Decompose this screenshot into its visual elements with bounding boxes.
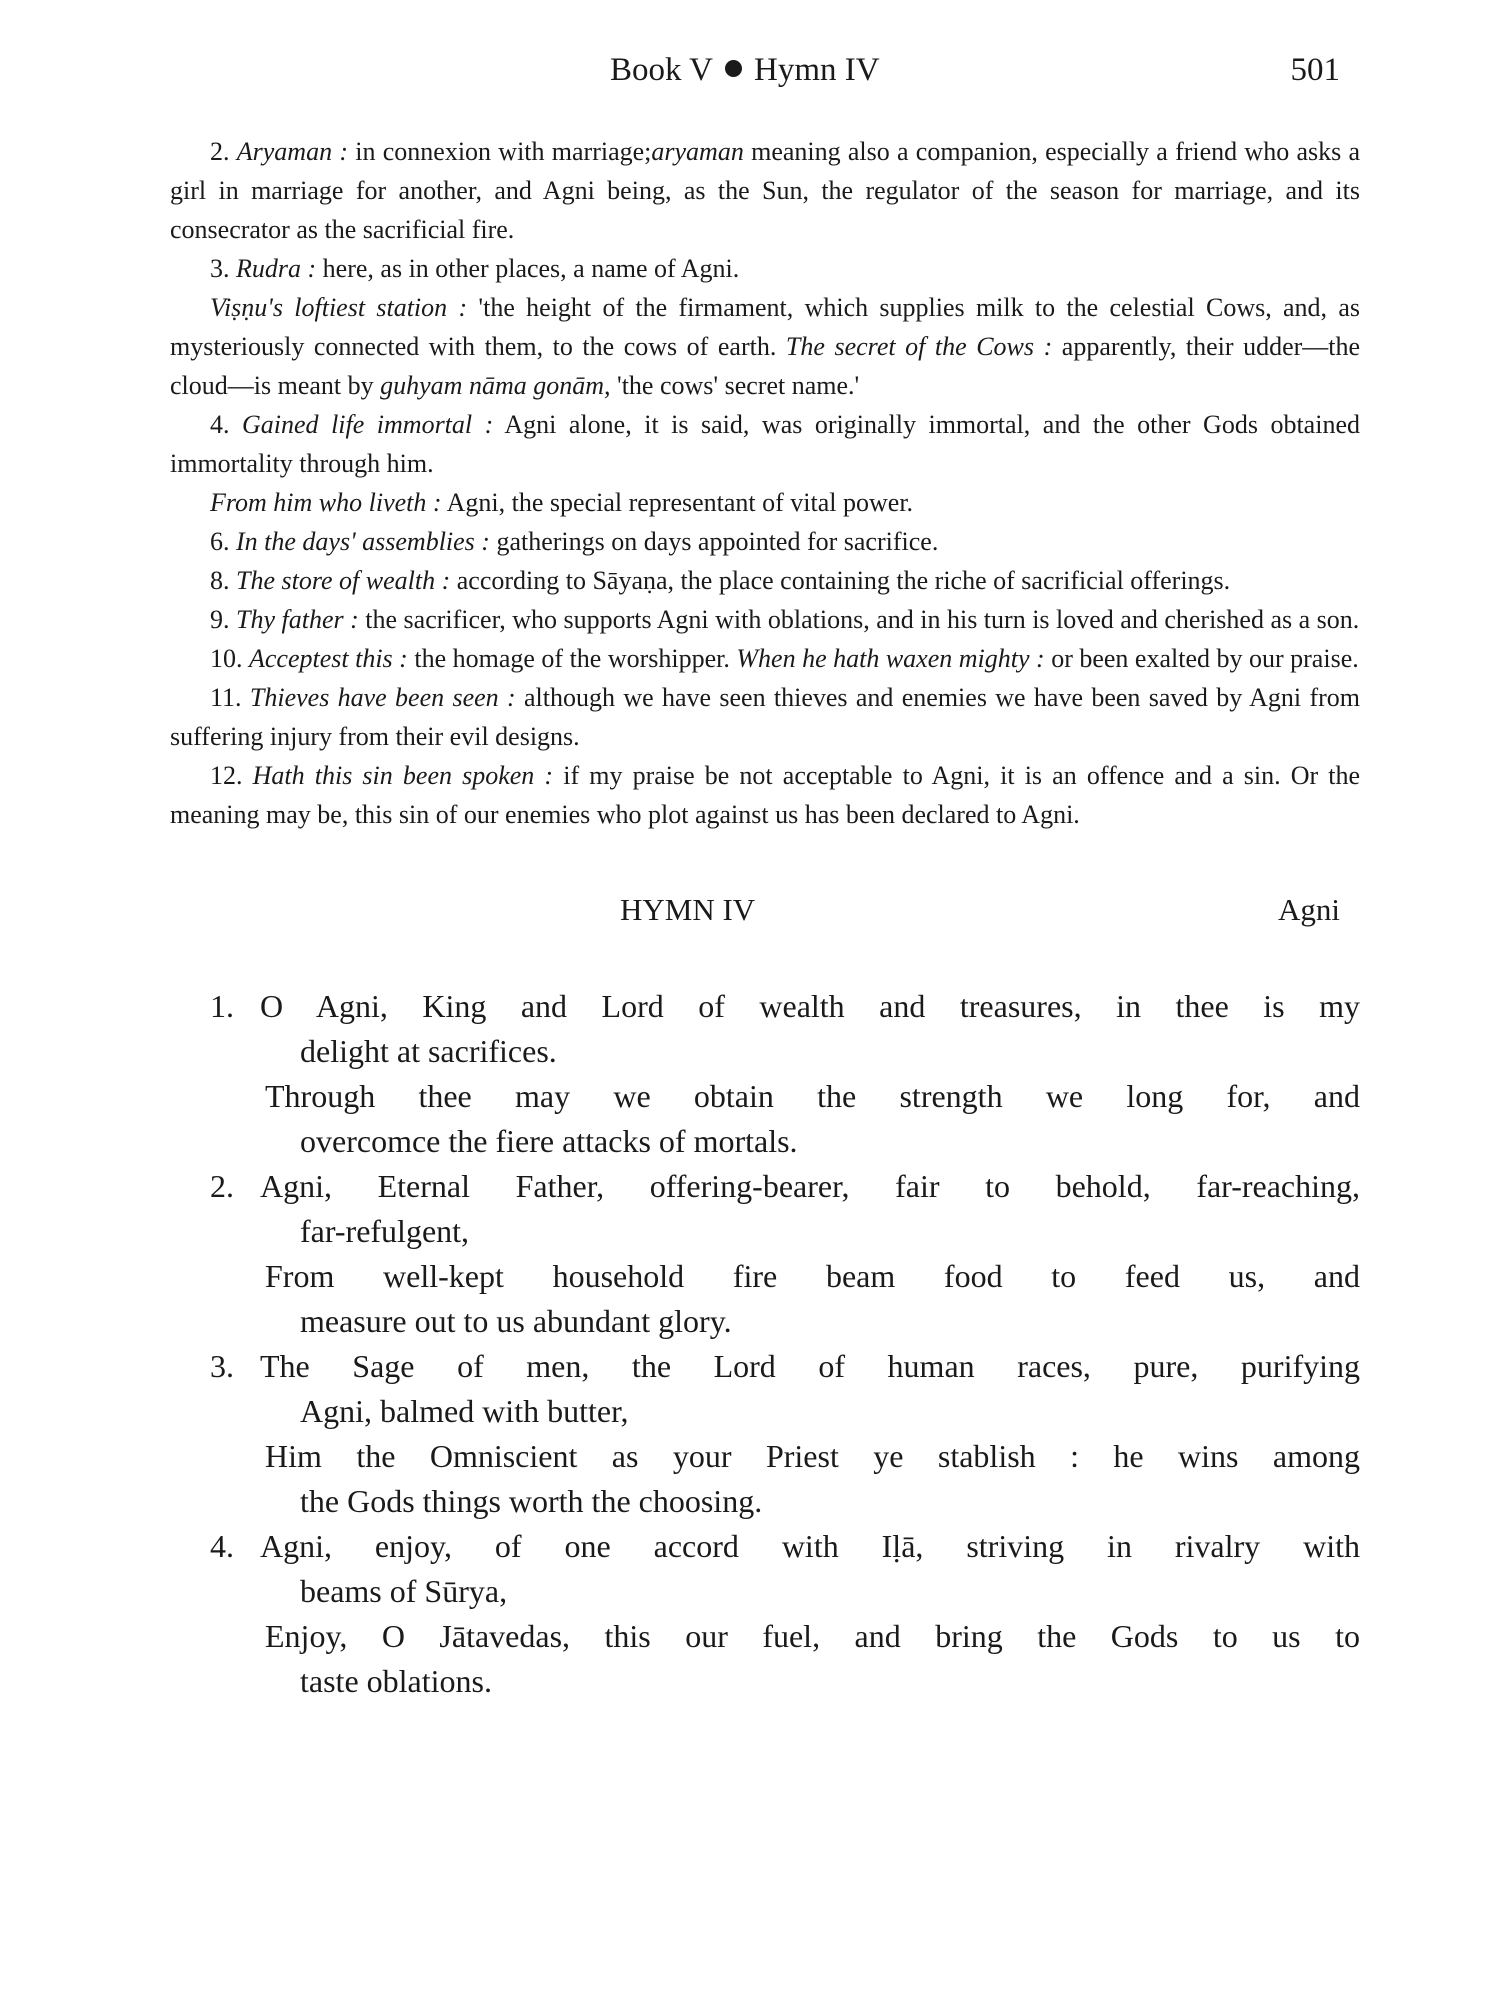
verse-line: overcomce the fiere attacks of mortals. — [300, 1123, 798, 1159]
verse-line: measure out to us abundant glory. — [300, 1303, 732, 1339]
note-3-cont: Viṣṇu's loftiest station : 'the height of the firmament, which supplies milk to the celestial Cows, and, as mysteriously connected with them, to the cows of earth. The secret of the Cows : apparently, their udder—the cloud—is meant by guhyam nāma gonām, 'the cows' secret name.' — [170, 293, 1361, 400]
verse-line: The Sage of men, the Lord of human races, pure, purifying — [260, 1348, 1360, 1384]
note-11: 11. Thieves have been seen : although we have seen thieves and enemies we have been saved by Agni from suffering injury from their evil designs. — [170, 683, 1361, 751]
verse-number: 1. — [210, 988, 234, 1024]
verse-number: 4. — [210, 1528, 234, 1564]
hymn-verses — [170, 984, 1360, 1704]
page — [170, 52, 1360, 1704]
verse-line: Him the Omniscient as your Priest ye stablish : he wins among — [265, 1438, 1360, 1474]
footnotes — [170, 132, 1360, 834]
verse-number: 3. — [210, 1348, 234, 1384]
verse-1 — [170, 984, 1360, 1164]
note-2: 2. Aryaman : in connexion with marriage;aryaman meaning also a companion, especially a friend who asks a girl in marriage for another, and Agni being, as the Sun, the regulator of the season for marriage, and its consecrator as the sacrificial fire. — [170, 137, 1361, 244]
verse-line: O Agni, King and Lord of wealth and treasures, in thee is my — [260, 988, 1360, 1024]
verse-3 — [170, 1344, 1360, 1524]
note-9: 9. Thy father : the sacrificer, who supports Agni with oblations, and in his turn is loved and cherished as a son. — [210, 605, 1360, 634]
verse-line: beams of Sūrya, — [300, 1573, 508, 1609]
verse-number: 2. — [210, 1168, 234, 1204]
note-4: 4. Gained life immortal : Agni alone, it is said, was originally immortal, and the other Gods obtained immortality through him. — [170, 410, 1360, 478]
book-label: Book V — [610, 52, 713, 88]
hymn-deity: Agni — [1278, 892, 1340, 927]
note-12: 12. Hath this sin been spoken : if my praise be not acceptable to Agni, it is an offence and a sin. Or the meaning may be, this sin of our enemies who plot against us has been declared to Agni. — [170, 761, 1361, 829]
verse-line: Through thee may we obtain the strength we long for, and — [265, 1078, 1360, 1114]
note-8: 8. The store of wealth : according to Sāyaṇa, the place containing the riche of sacrificial offerings. — [210, 566, 1231, 595]
verse-line: taste oblations. — [300, 1663, 492, 1699]
verse-line: delight at sacrifices. — [300, 1033, 557, 1069]
hymn-heading — [170, 892, 1360, 942]
verse-line: Agni, balmed with butter, — [300, 1393, 629, 1429]
verse-line: far-refulgent, — [300, 1213, 470, 1249]
note-10: 10. Acceptest this : the homage of the worshipper. When he hath waxen mighty : or been exalted by our praise. — [210, 644, 1359, 673]
hymn-label: Hymn IV — [754, 52, 880, 88]
running-title — [610, 52, 880, 89]
page-number: 501 — [1290, 52, 1340, 88]
note-6: 6. In the days' assemblies : gatherings on days appointed for sacrifice. — [210, 527, 939, 556]
verse-line: the Gods things worth the choosing. — [300, 1483, 763, 1519]
running-head — [170, 52, 1360, 102]
note-3: 3. Rudra : here, as in other places, a name of Agni. — [210, 254, 740, 283]
verse-line: From well-kept household fire beam food to feed us, and — [265, 1258, 1360, 1294]
verse-line: Agni, Eternal Father, offering-bearer, fair to behold, far-reaching, — [260, 1168, 1360, 1204]
bullet-icon — [725, 60, 742, 77]
hymn-title: HYMN IV — [620, 892, 756, 927]
verse-line: Enjoy, O Jātavedas, this our fuel, and bring the Gods to us to — [265, 1618, 1360, 1654]
verse-4 — [170, 1524, 1360, 1704]
verse-2 — [170, 1164, 1360, 1344]
verse-line: Agni, enjoy, of one accord with Iḷā, striving in rivalry with — [260, 1528, 1360, 1564]
note-4-cont: From him who liveth : Agni, the special representant of vital power. — [210, 488, 914, 517]
